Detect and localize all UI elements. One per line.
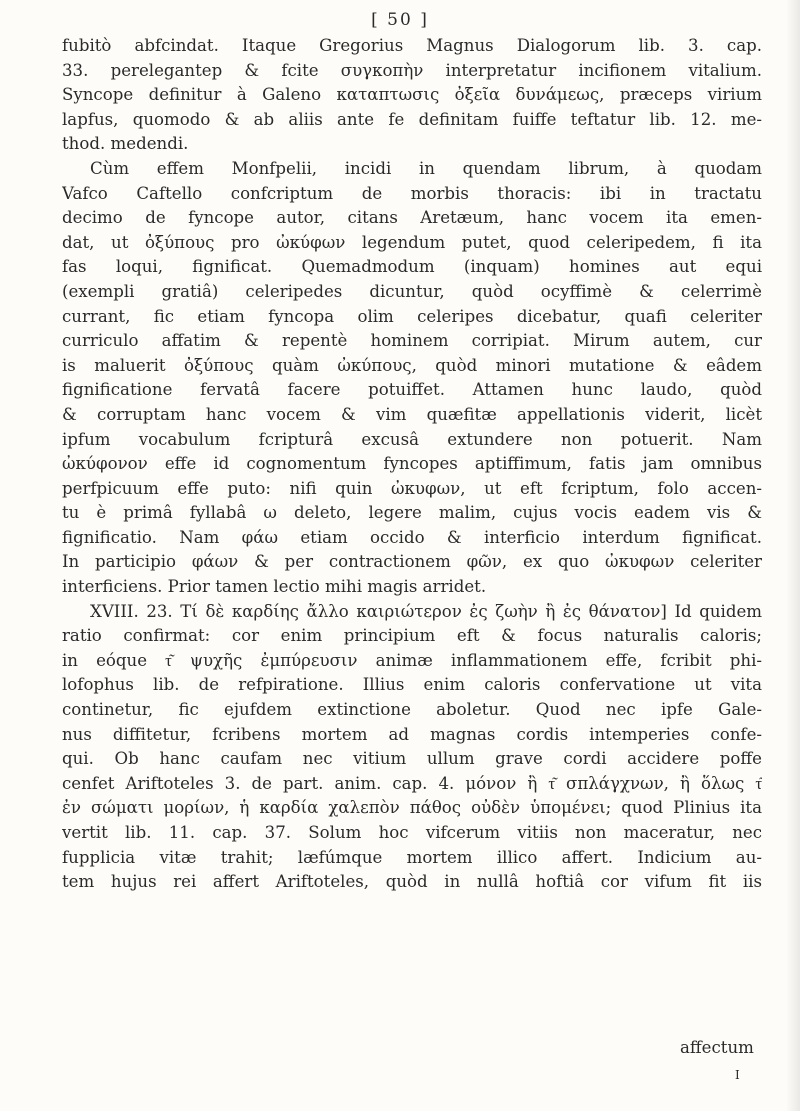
text-line: fubitò abfcindat. Itaque Gregorius Magnus Dialogorum lib. 3. cap.	[62, 36, 762, 55]
text-line: lofophus lib. de refpiratione. Illius enim caloris confervatione ut vita	[62, 675, 762, 695]
text-line: ὠκύφονον effe id cognomentum fyncopes aptiffimum, fatis jam omnibus	[62, 454, 762, 474]
text-line: Syncope definitur à Galeno καταπτωσις ὀξεῖα δυνάμεως, præceps virium	[62, 85, 762, 105]
text-line: currant, fic etiam fyncopa olim celeripes dicebatur, quafi celeriter	[62, 306, 762, 326]
text-line: tu è primâ fyllabâ ω deleto, legere malim, cujus vocis eadem vis &	[62, 503, 762, 523]
text-line: (exempli gratiâ) celeripedes dicuntur, quòd ocyffimè & celerrimè	[62, 281, 762, 301]
text-line: ipfum vocabulum fcripturâ excusâ extundere non potuerit. Nam	[62, 429, 762, 449]
text-line: & corruptam hanc vocem & vim quæfitæ appellationis viderit, licèt	[62, 404, 762, 424]
text-line: qui. Ob hanc caufam nec vitium ullum grave cordi accidere poffe	[62, 749, 762, 769]
text-line: fignificatio. Nam φάω etiam occido & interficio interdum fignificat.	[62, 527, 762, 547]
text-line: in eóque τ͂ ψυχῆς ἐμπύρευσιν animæ inflammationem effe, fcribit phi-	[62, 650, 762, 670]
text-line: 33. perelegantер & fcite συγκοπὴν interpretatur incifionem vitalium.	[62, 60, 762, 80]
text-line: fupplicia vitæ trahit; læfúmque mortem illico affert. Indicium au-	[62, 847, 762, 867]
text-line: nus diffitetur, fcribens mortem ad magnas cordis intemperies confe-	[62, 724, 762, 744]
text-line: curriculo affatim & repentè hominem corripiat. Mirum autem, cur	[62, 331, 762, 351]
text-line: decimo de fyncope autor, citans Aretæum, hanc vocem ita emen-	[62, 208, 762, 228]
text-line: continetur, fic ejufdem extinctione aboletur. Quod nec ipfe Gale-	[62, 700, 762, 720]
page-number: [ 50 ]	[371, 10, 429, 30]
text-line: cenfet Ariftoteles 3. de part. anim. cap. 4. μόνον ἢ τ͂ σπλάγχνων, ἢ ὅλως τ͂	[62, 773, 762, 793]
text-line: lapfus, quomodo & ab aliis ante fe definitam fuiffe teftatur lib. 12. me-	[62, 109, 762, 129]
text-line: In participio φάων & per contractionem φῶν, ex quo ὠκυφων celeriter	[62, 552, 762, 572]
page-edge-shadow	[786, 0, 800, 1111]
text-line: perfpicuum effe puto: nifi quin ὠκυφων, ut eft fcriptum, folo accen-	[62, 478, 762, 498]
text-line: thod. medendi.	[62, 134, 189, 154]
text-line: XVIII. 23. Τί δὲ καρδίης ἄλλο καιριώτερον ἐς ζωὴν ἢ ἐς θάνατον] Id quidem	[90, 601, 762, 621]
text-line: ratio confirmat: cor enim principium eft & focus naturalis caloris;	[62, 626, 762, 646]
text-line: ἐν σώματι μορίων, ἡ καρδία χαλεπὸν πάθος οὐδὲν ὑπομένει; quod Plinius ita	[62, 798, 762, 818]
text-line: interficiens. Prior tamen lectio mihi magis arridet.	[62, 577, 487, 597]
text-line: Cùm effem Monfpelii, incidi in quendam librum, à quodam	[90, 158, 762, 178]
catchword: affectum	[680, 1038, 754, 1057]
text-line: tem hujus rei affert Ariftoteles, quòd in nullâ hoftiâ cor vifum fit iis	[62, 872, 762, 892]
text-line: Vafco Caftello confcriptum de morbis thoracis: ibi in tractatu	[62, 183, 762, 203]
text-line: fas loqui, fignificat. Quemadmodum (inquam) homines aut equi	[62, 257, 762, 277]
text-line: dat, ut ὀξύπους pro ὠκύφων legendum putet, quod celeripedem, fi ita	[62, 232, 762, 252]
text-line: vertit lib. 11. cap. 37. Solum hoc vifcerum vitiis non maceratur, nec	[62, 823, 762, 842]
text-line: fignificatione fervatâ facere potuiffet. Attamen hunc laudo, quòd	[62, 380, 762, 400]
body-text	[62, 34, 762, 895]
text-line: is maluerit ὀξύπους quàm ὠκύπους, quòd minori mutatione & eâdem	[62, 355, 762, 375]
signature-mark: I	[735, 1068, 740, 1082]
